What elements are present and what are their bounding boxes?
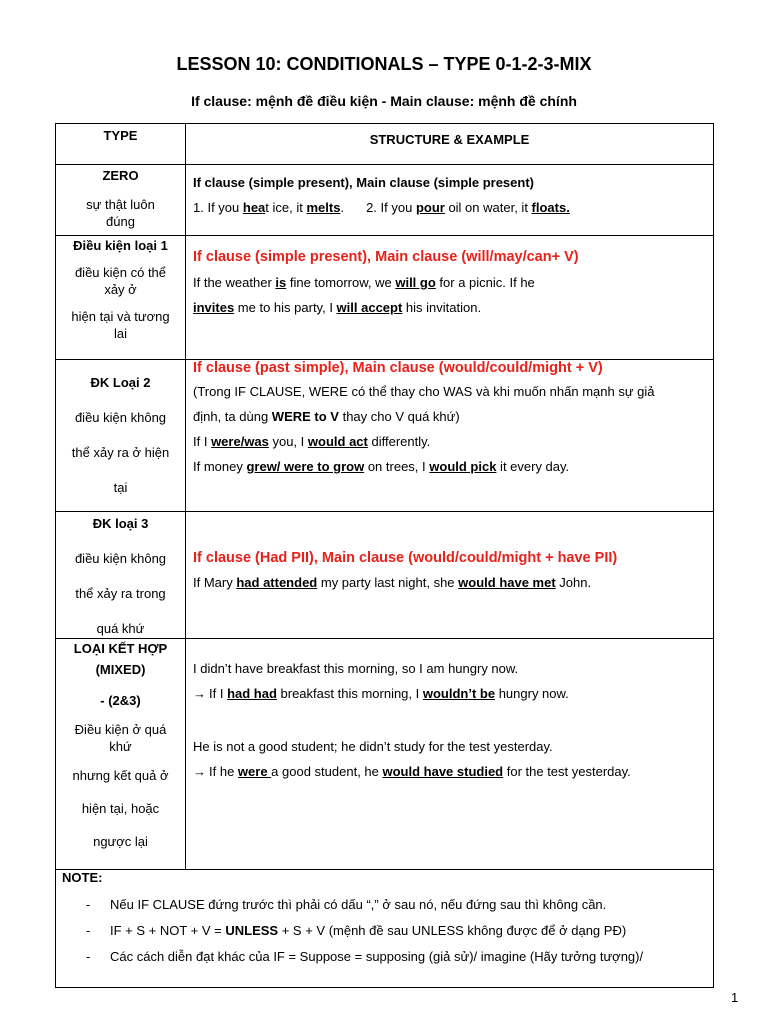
underlined-word: would pick <box>429 459 497 474</box>
text-segment: differently. <box>367 434 431 449</box>
zero-type-name: ZERO <box>102 168 139 183</box>
note-item <box>56 923 713 939</box>
table-row-mixed <box>56 639 714 870</box>
underlined-word: would have studied <box>382 764 504 779</box>
structure-header: STRUCTURE & EXAMPLE <box>369 132 530 147</box>
underlined-word: melts <box>306 200 341 215</box>
text-segment: If money <box>193 459 247 474</box>
bullet-dash: - <box>86 949 91 964</box>
type1-example-line2 <box>193 300 713 315</box>
type2-desc3: tại <box>113 480 128 495</box>
text-segment: 1. If you <box>193 200 243 215</box>
type2-type-name: ĐK Loại 2 <box>90 375 151 390</box>
type3-desc3: quá khứ <box>96 621 145 636</box>
type3-type-cell <box>56 512 186 639</box>
text-segment: oil on water, it <box>444 200 532 215</box>
type1-structure: If clause (simple present), Main clause (will/may/can+ V) <box>193 249 579 265</box>
mixed-type-sub: (MIXED) <box>95 662 146 677</box>
underlined-word: invites <box>193 300 235 315</box>
underlined-word: pour <box>415 200 445 215</box>
structure-header-cell <box>186 124 714 165</box>
text-segment: breakfast this morning, I <box>276 686 423 701</box>
type3-desc2: thể xảy ra trong <box>75 586 166 601</box>
table-row-note <box>56 870 714 988</box>
type-header: TYPE <box>103 128 138 143</box>
table-header-row <box>56 124 714 165</box>
type2-note-line1: (Trong IF CLAUSE, WERE có thể thay cho WAS và khi muốn nhấn mạnh sự giả <box>193 384 655 399</box>
bullet-dash: - <box>86 923 91 938</box>
type2-note-line2 <box>193 409 713 424</box>
page-number: 1 <box>731 990 739 1005</box>
page-title: LESSON 10: CONDITIONALS – TYPE 0-1-2-3-MIX <box>176 54 592 74</box>
text-segment: his invitation. <box>402 300 482 315</box>
note-item <box>56 949 713 965</box>
mixed-desc4: ngược lại <box>93 834 148 849</box>
text-segment: me to his party, I <box>234 300 337 315</box>
text-segment: If he <box>209 764 238 779</box>
type2-example2 <box>193 459 713 474</box>
underlined-word: would have met <box>458 575 556 590</box>
underlined-word: wouldn’t be <box>422 686 496 701</box>
type2-structure: If clause (past simple), Main clause (would/could/might + V) <box>193 360 603 376</box>
underlined-word: were <box>237 764 272 779</box>
text-segment: If I <box>209 686 228 701</box>
type2-desc2: thể xảy ra ở hiện <box>71 445 170 460</box>
right-arrow-icon: → <box>193 764 206 779</box>
note-item <box>56 897 713 913</box>
type3-desc1: điều kiện không <box>74 551 167 566</box>
text-segment: for a picnic. If he <box>435 275 535 290</box>
type3-example <box>193 575 713 590</box>
text-segment: hungry now. <box>495 686 569 701</box>
table-row-type2 <box>56 360 714 512</box>
table-row-type1 <box>56 236 714 360</box>
text-segment: John. <box>555 575 592 590</box>
table-row-type3 <box>56 512 714 639</box>
underlined-word: grew/ were to grow <box>246 459 365 474</box>
mixed-desc3: hiện tại, hoặc <box>81 801 160 816</box>
text-segment: t ice, it <box>265 200 307 215</box>
underlined-word: will accept <box>336 300 403 315</box>
mixed-desc2: nhưng kết quả ở <box>72 768 169 783</box>
zero-examples <box>193 200 713 215</box>
note-cell <box>56 870 714 988</box>
mixed-type-name: LOẠI KẾT HỢP <box>73 641 168 656</box>
zero-structure-cell <box>186 165 714 236</box>
underlined-word: hea <box>242 200 266 215</box>
text-segment: on trees, I <box>364 459 430 474</box>
type2-structure-cell <box>186 360 714 512</box>
bullet-dash: - <box>86 897 91 912</box>
page-subtitle: If clause: mệnh đề điều kiện - Main clause: mệnh đề chính <box>191 93 577 109</box>
text-segment: you, I <box>268 434 308 449</box>
underlined-word: will go <box>395 275 436 290</box>
zero-type-desc: sự thật luôn đúng <box>86 197 155 229</box>
type-header-cell <box>56 124 186 165</box>
text-segment: định, ta dùng <box>193 409 272 424</box>
type3-type-name: ĐK loại 3 <box>92 516 149 531</box>
text-segment: a good student, he <box>271 764 383 779</box>
mixed-structure-cell <box>186 639 714 870</box>
type2-example1 <box>193 434 713 449</box>
underlined-word: floats. <box>531 200 570 215</box>
type3-structure-cell <box>186 512 714 639</box>
mixed-example1: I didn’t have breakfast this morning, so I am hungry now. <box>193 661 519 676</box>
note-text: IF + S + NOT + V = <box>110 923 226 938</box>
underlined-word: had attended <box>236 575 318 590</box>
mixed-desc1: Điều kiện ở quá khứ <box>74 722 167 754</box>
text-segment: 2. If you <box>366 200 416 215</box>
mixed-example1-rewrite <box>193 686 713 701</box>
mixed-example2-rewrite <box>193 764 713 779</box>
note-text: Các cách diễn đạt khác của IF = Suppose = supposing (giả sử)/ imagine (Hãy tưởng tượng)/ <box>110 949 644 964</box>
text-segment: If I <box>193 434 212 449</box>
note-list <box>56 897 713 965</box>
type1-desc1: điều kiện có thể xảy ở <box>74 265 167 297</box>
mixed-type-cell <box>56 639 186 870</box>
text-segment: thay cho V quá khứ) <box>338 409 460 424</box>
underlined-word: is <box>275 275 287 290</box>
text-segment: . <box>340 200 345 215</box>
type1-structure-cell <box>186 236 714 360</box>
type2-desc1: điều kiện không <box>74 410 167 425</box>
underlined-word: would act <box>307 434 368 449</box>
note-text: + S + V (mệnh đề sau UNLESS không được để ở dạng PĐ) <box>278 923 627 938</box>
type1-type-name: Điều kiện loại 1 <box>73 238 168 253</box>
zero-structure: If clause (simple present), Main clause (simple present) <box>193 175 534 190</box>
note-label: NOTE: <box>62 870 103 885</box>
text-segment: for the test yesterday. <box>503 764 631 779</box>
bold-phrase: WERE to V <box>271 409 339 424</box>
text-segment: If Mary <box>193 575 237 590</box>
text-segment: it every day. <box>496 459 570 474</box>
zero-type-cell <box>56 165 186 236</box>
type1-desc2: hiện tại và tương lai <box>71 309 170 341</box>
mixed-type-combo: - (2&3) <box>100 693 141 708</box>
table-row-zero <box>56 165 714 236</box>
text-segment: my party last night, she <box>317 575 459 590</box>
mixed-example2: He is not a good student; he didn’t study for the test yesterday. <box>193 739 553 754</box>
type1-example-line1 <box>193 275 713 290</box>
text-segment: fine tomorrow, we <box>286 275 396 290</box>
underlined-word: were/was <box>211 434 269 449</box>
type3-structure: If clause (Had PII), Main clause (would/could/might + have PII) <box>193 550 618 566</box>
note-bold-word: UNLESS <box>225 923 279 938</box>
underlined-word: had had <box>227 686 277 701</box>
type1-type-cell <box>56 236 186 360</box>
right-arrow-icon: → <box>193 686 206 701</box>
type2-type-cell <box>56 360 186 512</box>
text-segment: If the weather <box>193 275 276 290</box>
conditionals-table <box>55 123 714 988</box>
note-text: Nếu IF CLAUSE đứng trước thì phải có dấu “,” ở sau nó, nếu đứng sau thì không cần. <box>110 897 607 912</box>
